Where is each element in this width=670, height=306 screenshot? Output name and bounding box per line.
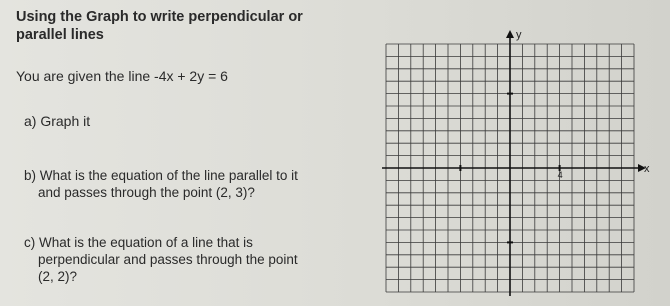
x-axis-label: x — [644, 163, 650, 175]
question-b-line-2: and passes through the point (2, 3)? — [38, 185, 255, 200]
title-line-2: parallel lines — [16, 27, 104, 43]
question-c-line-3: (2, 2)? — [38, 269, 78, 284]
question-a: a) Graph it — [24, 113, 91, 129]
x-tick-label: 4 — [557, 170, 563, 180]
worksheet-title — [16, 8, 386, 44]
coordinate-grid-svg — [370, 20, 670, 306]
y-axis-arrow-icon — [506, 30, 514, 38]
title-line-1: Using the Graph to write perpendicular or — [16, 9, 303, 25]
y-axis-label: y — [516, 29, 522, 41]
question-c — [24, 234, 384, 285]
question-c-line-2: perpendicular and passes through the point — [38, 252, 298, 267]
given-line-text: You are given the line -4x + 2y = 6 — [16, 68, 228, 84]
question-b — [24, 167, 384, 201]
coordinate-grid — [370, 20, 670, 306]
question-b-line-1: b) What is the equation of the line parallel to it — [24, 168, 298, 183]
worksheet-header — [16, 8, 386, 44]
question-c-line-1: c) What is the equation of a line that is — [24, 235, 253, 250]
